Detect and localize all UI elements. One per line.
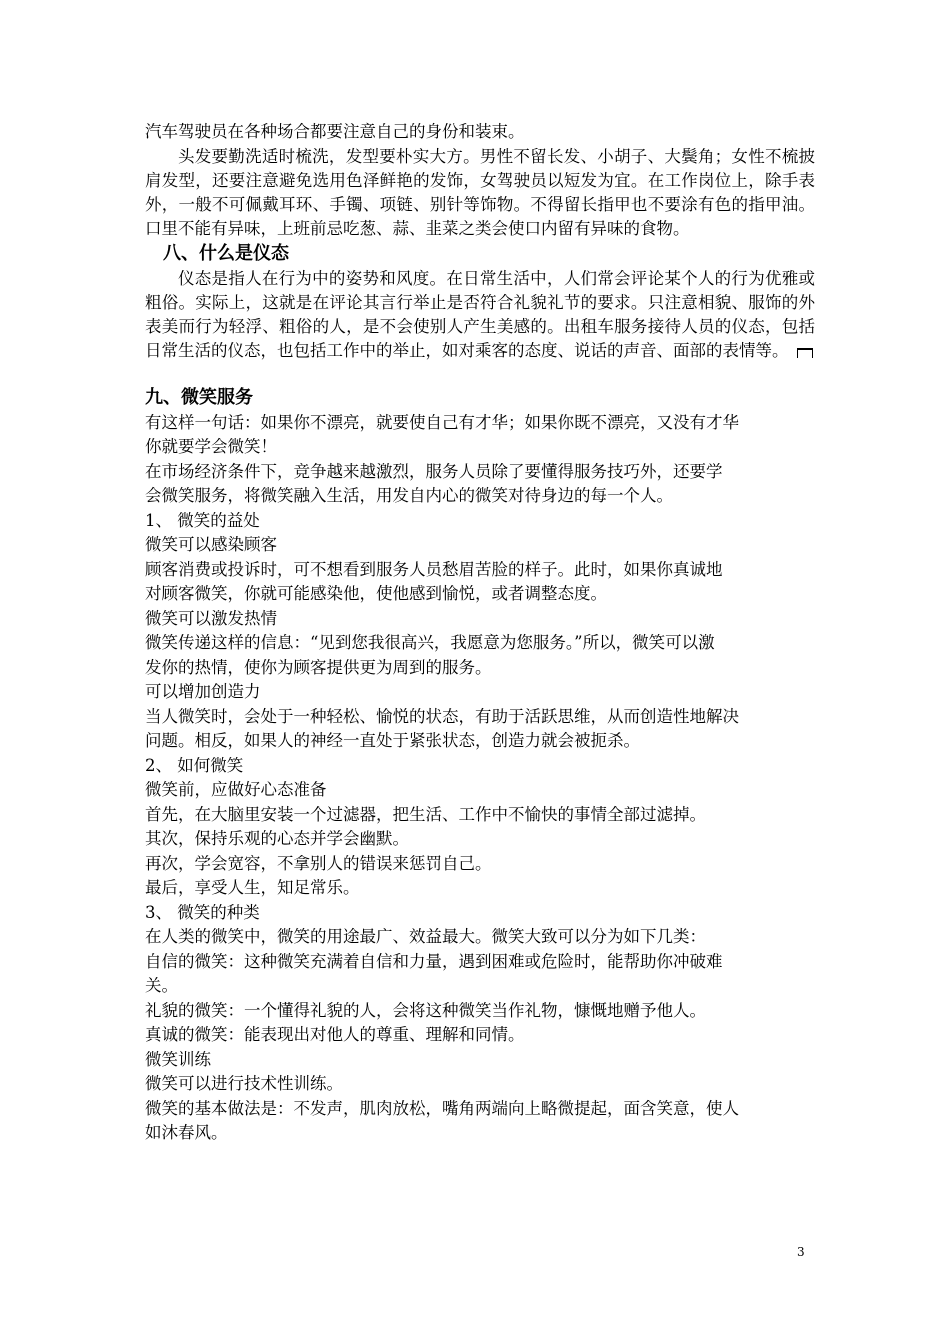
page-number: 3 [797, 1245, 805, 1259]
smile-text-line: 对顾客微笑，你就可能感染他，使他感到愉悦，或者调整态度。 [145, 584, 607, 603]
smile-text-line: 微笑训练 [145, 1049, 211, 1069]
smile-text-line: 关。 [145, 976, 178, 995]
hair-appearance-paragraph: 头发要勤洗适时梳洗，发型要朴实大方。男性不留长发、小胡子、大鬓角；女性不梳披肩发型，还要注意避免选用色泽鲜艳的发饰，女驾驶员以短发为宜。在工作岗位上，除手表外，一般不可佩戴耳环、手镯、项链、别针等饰物。不得留长指甲也不要涂有色的指甲油。口里不能有异味，上班前忌吃葱、蒜、韭菜之类会使口内留有异味的食物。 [145, 146, 815, 238]
smile-text-line: 再次，学会宽容，不拿别人的错误来惩罚自己。 [145, 853, 492, 873]
section-heading-smile-service: 九、微笑服务 [145, 386, 253, 408]
smile-text-line: 顾客消费或投诉时，可不想看到服务人员愁眉苦脸的样子。此时，如果你真诚地 [145, 559, 723, 579]
page-content [145, 120, 815, 1146]
smile-text-line: 微笑可以激发热情 [145, 608, 277, 628]
smile-text-line: 会微笑服务，将微笑融入生活，用发自内心的微笑对待身边的每一个人。 [145, 486, 673, 505]
posture-paragraph-text: 仪态是指人在行为中的姿势和风度。在日常生活中，人们常会评论某个人的行为优雅或粗俗。实际上，这就是在评论其言行举止是否符合礼貌礼节的要求。只注意相貌、服饰的外表美而行为轻浮、粗俗的人，是不会使别人产生美感的。出租车服务接待人员的仪态，包括日常生活的仪态，也包括工作中的举止，如对乘客的态度、说话的声音、面部的表情等。 [145, 268, 815, 360]
spacer [145, 363, 815, 385]
smile-text-line: 微笑可以进行技术性训练。 [145, 1074, 343, 1093]
smile-text-line: 可以增加创造力 [145, 682, 261, 701]
bracket-mark-icon [797, 348, 813, 358]
smile-text-line: 礼貌的微笑：一个懂得礼貌的人，会将这种微笑当作礼物，慷慨地赠予他人。 [145, 1000, 706, 1020]
smile-text-line: 当人微笑时，会处于一种轻松、愉悦的状态，有助于活跃思维，从而创造性地解决 [145, 706, 739, 726]
smile-text-line: 最后，享受人生，知足常乐。 [145, 878, 360, 897]
smile-text-line: 真诚的微笑：能表现出对他人的尊重、理解和同情。 [145, 1025, 525, 1044]
smile-text-line: 有这样一句话：如果你不漂亮，就要使自己有才华；如果你既不漂亮，又没有才华 [145, 412, 739, 432]
smile-text-line: 微笑前，应做好心态准备 [145, 780, 327, 799]
posture-paragraph [145, 267, 815, 363]
smile-text-line: 2、 如何微笑 [145, 755, 244, 775]
smile-text-line: 微笑传递这样的信息：“见到您我很高兴，我愿意为您服务。”所以，微笑可以激 [145, 633, 715, 652]
smile-text-line: 自信的微笑：这种微笑充满着自信和力量，遇到困难或危险时，能帮助你冲破难 [145, 951, 723, 971]
smile-text-line: 发你的热情，使你为顾客提供更为周到的服务。 [145, 657, 492, 677]
body-text-line: 汽车驾驶员在各种场合都要注意自己的身份和装束。 [145, 122, 525, 141]
smile-service-body [145, 411, 815, 1146]
smile-text-line: 其次，保持乐观的心态并学会幽默。 [145, 829, 409, 848]
smile-text-line: 微笑可以感染顾客 [145, 535, 277, 554]
smile-text-line: 1、 微笑的益处 [145, 510, 260, 530]
smile-text-line: 3、 微笑的种类 [145, 902, 260, 922]
section-heading-posture: 八、什么是仪态 [163, 242, 289, 264]
smile-text-line: 在人类的微笑中，微笑的用途最广、效益最大。微笑大致可以分为如下几类： [145, 927, 706, 946]
smile-text-line: 在市场经济条件下，竞争越来越激烈，服务人员除了要懂得服务技巧外，还要学 [145, 461, 723, 481]
smile-text-line: 问题。相反，如果人的神经一直处于紧张状态，创造力就会被扼杀。 [145, 731, 640, 750]
smile-text-line: 你就要学会微笑！ [145, 437, 277, 456]
smile-text-line: 如沐春风。 [145, 1123, 228, 1142]
smile-text-line: 首先，在大脑里安装一个过滤器，把生活、工作中不愉快的事情全部过滤掉。 [145, 804, 706, 824]
smile-text-line: 微笑的基本做法是：不发声，肌肉放松，嘴角两端向上略微提起，面含笑意，使人 [145, 1098, 739, 1118]
